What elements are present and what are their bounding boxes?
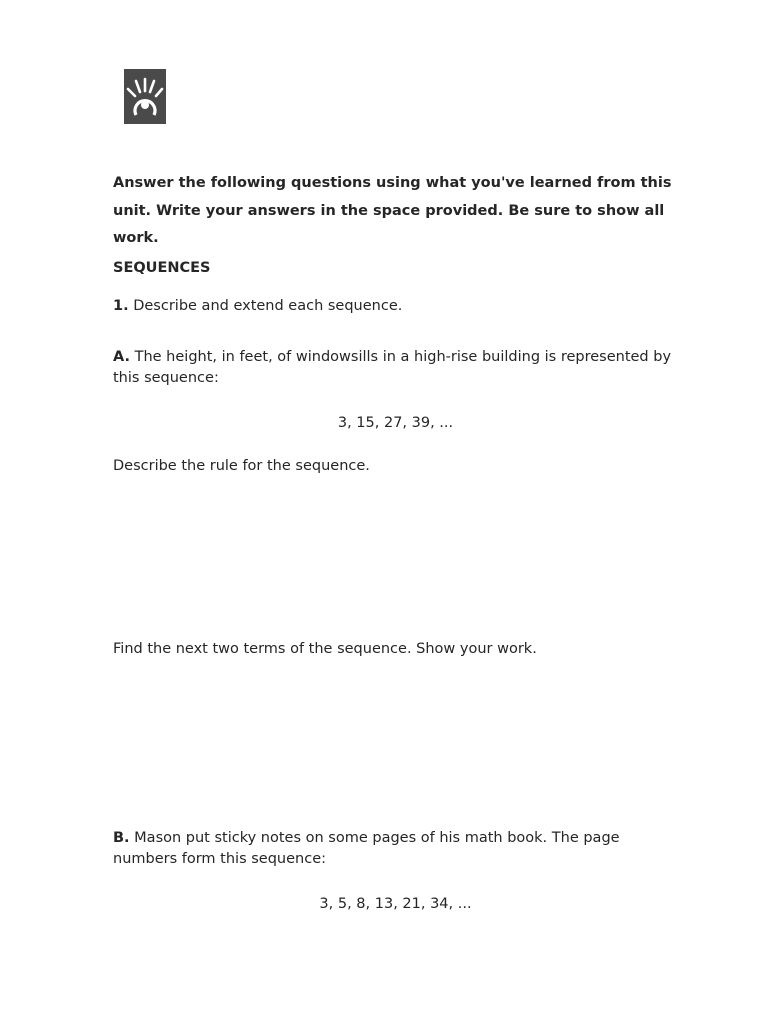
prompt-describe-rule: Describe the rule for the sequence. <box>113 458 370 474</box>
part-a <box>113 347 673 389</box>
section-title: SEQUENCES <box>113 260 211 276</box>
question-text: Describe and extend each sequence. <box>128 298 403 314</box>
part-a-text: The height, in feet, of windowsills in a high-rise building is represented by this sequence: <box>113 349 672 386</box>
sequence-a: 3, 15, 27, 39, ... <box>337 415 454 431</box>
part-b-label: B. <box>113 830 130 846</box>
instructions: Answer the following questions using what you've learned from this unit. Write your answers in the space provided. Be sure to show all work. <box>113 175 672 246</box>
part-a-label: A. <box>113 349 130 365</box>
sequence-b: 3, 5, 8, 13, 21, 34, ... <box>319 896 472 912</box>
part-b <box>113 828 673 870</box>
sunburst-logo-icon <box>124 69 166 124</box>
question-1 <box>113 296 673 317</box>
question-number: 1. <box>113 298 129 314</box>
prompt-next-terms: Find the next two terms of the sequence. Show your work. <box>113 641 537 657</box>
part-b-text: Mason put sticky notes on some pages of his math book. The page numbers form this sequence: <box>113 830 620 867</box>
